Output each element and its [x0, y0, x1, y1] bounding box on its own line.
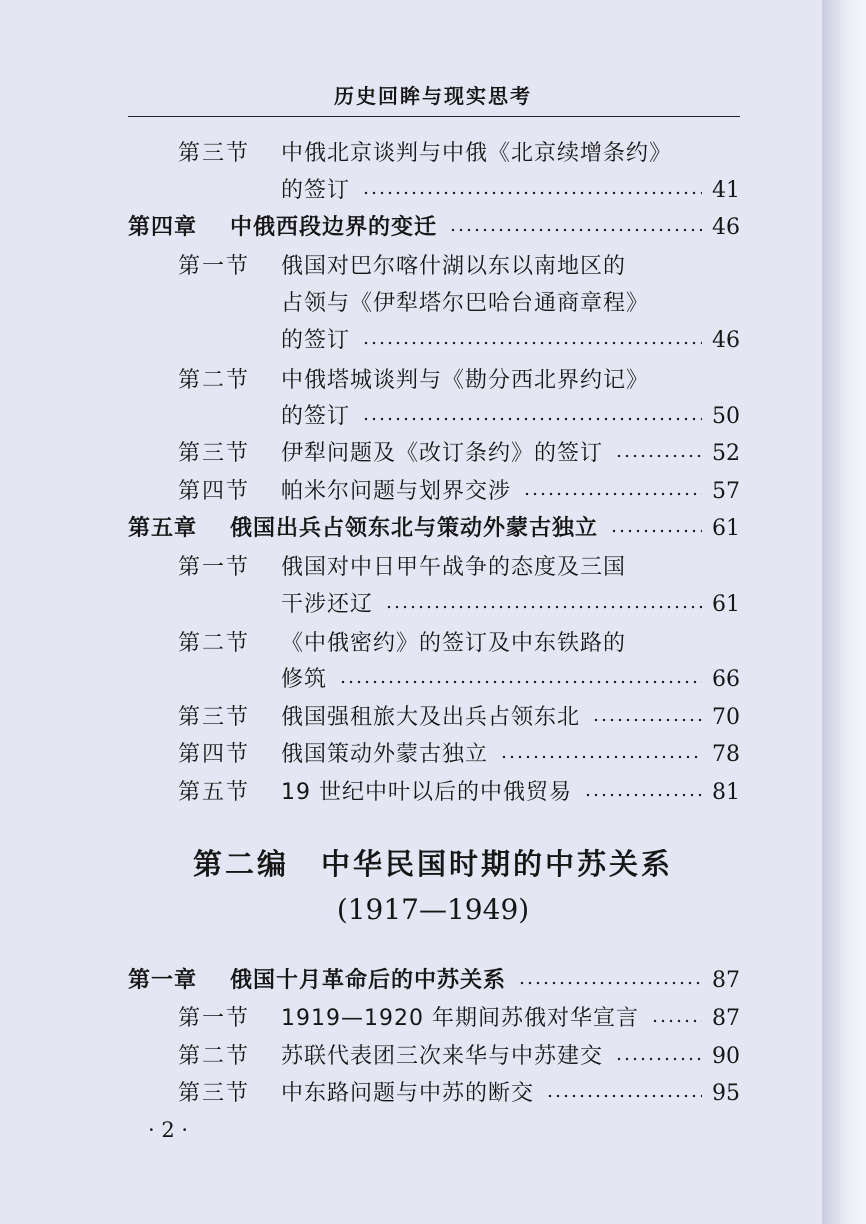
section-title: 中俄塔城谈判与《勘分西北界约记》	[281, 368, 650, 393]
toc-chapter-row	[0, 211, 866, 245]
section-title: 俄国对中日甲午战争的态度及三国	[281, 555, 627, 580]
leader-dots	[339, 663, 702, 697]
page-number: 57	[712, 479, 740, 504]
page-number: 52	[712, 441, 740, 466]
page-number: 41	[712, 178, 740, 203]
section-title: 占领与《伊犁塔尔巴哈台通商章程》	[281, 291, 650, 316]
section-number: 第三节	[178, 1081, 251, 1106]
page-number: 46	[712, 328, 740, 353]
page-number: 66	[712, 667, 740, 692]
section-title: 中俄北京谈判与中俄《北京续增条约》	[281, 141, 673, 166]
toc-entry-row	[0, 738, 866, 772]
section-number: 第四节	[178, 742, 251, 767]
leader-dots	[385, 588, 702, 622]
toc-entry-row	[0, 663, 866, 697]
section-title: 干涉还辽	[281, 592, 374, 617]
section-title: 俄国对巴尔喀什湖以东以南地区的	[281, 254, 627, 279]
page-number: 78	[712, 742, 740, 767]
leader-dots	[500, 738, 702, 772]
part-years: (1917—1949)	[336, 893, 530, 926]
page-number: 90	[712, 1044, 740, 1069]
page-number: 87	[712, 968, 740, 993]
chapter-title: 俄国十月革命后的中苏关系	[230, 968, 507, 993]
chapter-number: 第五章	[128, 516, 198, 541]
leader-dots	[615, 1040, 702, 1074]
toc-entry-row	[0, 250, 866, 284]
toc-chapter-row	[0, 964, 866, 998]
header-rule	[128, 116, 740, 117]
section-number: 第二节	[178, 368, 251, 393]
section-title: 俄国强租旅大及出兵占领东北	[281, 705, 581, 730]
section-number: 第四节	[178, 479, 251, 504]
toc-entry-row	[0, 701, 866, 735]
section-title: 伊犁问题及《改订条约》的签订	[281, 441, 604, 466]
section-number: 第一节	[178, 1006, 251, 1031]
leader-dots	[518, 964, 702, 998]
section-title: 《中俄密约》的签订及中东铁路的	[281, 631, 627, 656]
toc-entry-row	[0, 588, 866, 622]
toc-entry-row	[0, 174, 866, 208]
page-number: 61	[712, 592, 740, 617]
chapter-title: 中俄西段边界的变迁	[230, 215, 438, 240]
page-number: 95	[712, 1081, 740, 1106]
page-number: 87	[712, 1006, 740, 1031]
toc-entry-row	[0, 400, 866, 434]
leader-dots	[615, 437, 702, 471]
toc-entry-row	[0, 1040, 866, 1074]
page-number: 46	[712, 215, 740, 240]
section-title: 1919—1920 年期间苏俄对华宣言	[281, 1006, 639, 1031]
section-title: 苏联代表团三次来华与中苏建交	[281, 1044, 604, 1069]
chapter-number: 第四章	[128, 215, 198, 240]
running-head: 历史回眸与现实思考	[334, 84, 532, 108]
chapter-title: 俄国出兵占领东北与策动外蒙古独立	[230, 516, 599, 541]
page-number: 70	[712, 705, 740, 730]
leader-dots	[449, 211, 702, 245]
leader-dots	[362, 400, 702, 434]
toc-entry-row	[0, 475, 866, 509]
toc-entry-row	[0, 627, 866, 661]
toc-entry-row	[0, 324, 866, 358]
leader-dots	[584, 776, 702, 810]
toc-entry-row	[0, 776, 866, 810]
leader-dots	[362, 324, 702, 358]
toc-entry-row	[0, 287, 866, 321]
section-number: 第一节	[178, 555, 251, 580]
page-number: 61	[712, 516, 740, 541]
toc-entry-row	[0, 364, 866, 398]
section-number: 第三节	[178, 441, 251, 466]
leader-dots	[592, 701, 702, 735]
section-number: 第二节	[178, 1044, 251, 1069]
section-number: 第三节	[178, 141, 251, 166]
section-title: 的签订	[281, 404, 351, 429]
section-number: 第一节	[178, 254, 251, 279]
section-title: 19 世纪中叶以后的中俄贸易	[281, 780, 572, 805]
toc-entry-row	[0, 437, 866, 471]
section-title: 的签订	[281, 328, 351, 353]
section-title: 的签订	[281, 178, 351, 203]
leader-dots	[523, 475, 702, 509]
leader-dots	[546, 1077, 702, 1111]
section-number: 第三节	[178, 705, 251, 730]
toc-entry-row	[0, 551, 866, 585]
toc-entry-row	[0, 1077, 866, 1111]
page-folio: · 2 ·	[148, 1118, 189, 1142]
part-title: 第二编 中华民国时期的中苏关系	[192, 847, 673, 881]
leader-dots	[651, 1002, 702, 1036]
page-number: 50	[712, 404, 740, 429]
section-title: 中东路问题与中苏的断交	[281, 1081, 535, 1106]
section-title: 修筑	[281, 667, 328, 692]
toc-entry-row	[0, 137, 866, 171]
toc-entry-row	[0, 1002, 866, 1036]
page-number: 81	[712, 780, 740, 805]
leader-dots	[610, 512, 702, 546]
toc-chapter-row	[0, 512, 866, 546]
section-title: 帕米尔问题与划界交涉	[281, 479, 512, 504]
chapter-number: 第一章	[128, 968, 198, 993]
section-title: 俄国策动外蒙古独立	[281, 742, 489, 767]
section-number: 第五节	[178, 780, 251, 805]
section-number: 第二节	[178, 631, 251, 656]
leader-dots	[362, 174, 702, 208]
